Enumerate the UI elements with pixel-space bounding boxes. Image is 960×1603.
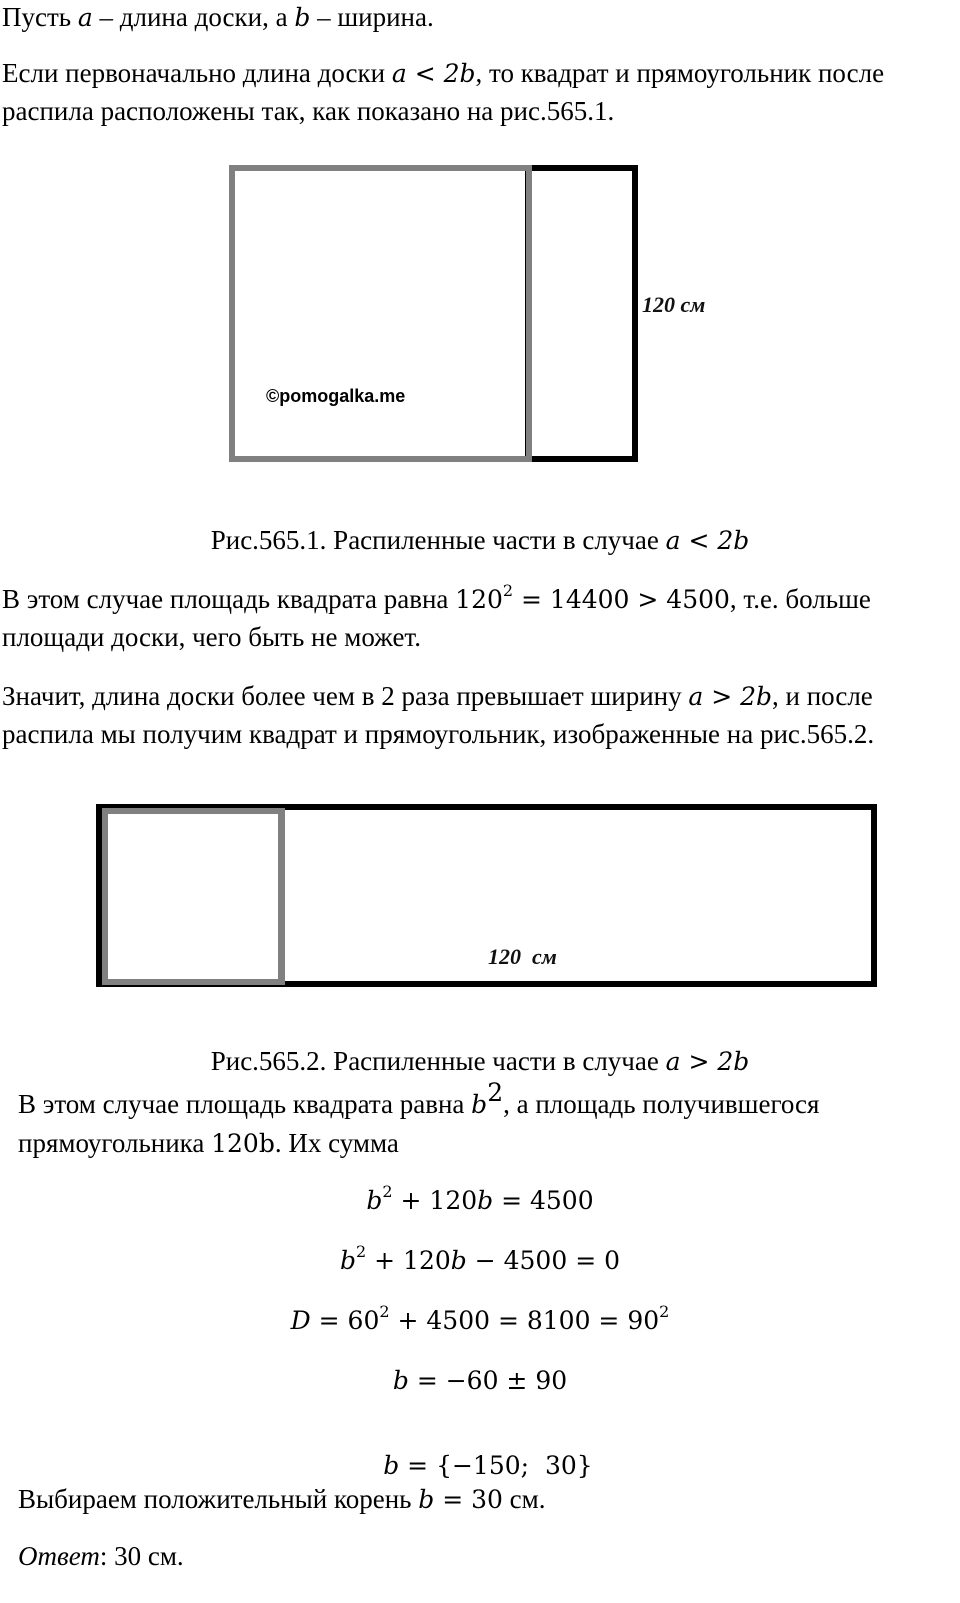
figure-2-caption: [0, 1048, 960, 1075]
text: – ширина.: [310, 2, 434, 32]
math-part: − 4500 = 0: [466, 1246, 620, 1275]
text: В этом случае площадь квадрата равна: [18, 1089, 472, 1119]
text: прямоугольника: [18, 1128, 212, 1158]
var-b: b: [294, 3, 311, 32]
math-part: + 120: [392, 1186, 478, 1215]
math-exponent: 2: [502, 581, 514, 600]
math-rest: = 14400 > 4500: [513, 585, 730, 614]
var-b: b: [340, 1246, 357, 1275]
exponent: 2: [487, 1078, 504, 1107]
paragraph-5-line-1: [18, 1078, 820, 1119]
equation-3: [0, 1302, 960, 1335]
text: , то квадрат и прямоугольник после: [475, 58, 885, 88]
text: Если первоначально длина доски: [2, 58, 392, 88]
equation-1: [0, 1182, 960, 1215]
var-b: b: [383, 1451, 400, 1480]
paragraph-2-line-2: распила расположены так, как показано на рис.565.1.: [2, 96, 615, 126]
exponent: 2: [356, 1242, 367, 1261]
exponent: 2: [382, 1182, 393, 1201]
equation-4: [0, 1368, 960, 1393]
math-part: = {−150; 30}: [399, 1451, 593, 1480]
watermark: ©pomogalka.me: [266, 386, 406, 406]
paragraph-4-line-1: [2, 683, 873, 710]
math-part: = 4500: [493, 1186, 594, 1215]
var-b: b: [471, 1090, 488, 1119]
var-b: b: [450, 1246, 467, 1275]
text: Значит, длина доски более чем в 2 раза превышает ширину: [2, 681, 689, 711]
square: [102, 808, 285, 985]
math-part: = 60: [310, 1306, 380, 1335]
text: . Их сумма: [274, 1128, 399, 1158]
math-expression: [455, 581, 730, 614]
var-a: a: [77, 3, 93, 32]
math-part: = −60 ± 90: [408, 1366, 568, 1395]
math-base: 120: [455, 585, 503, 614]
paragraph-3-line-2: площади доски, чего быть не может.: [2, 622, 421, 652]
paragraph-5-line-2: [18, 1130, 399, 1157]
dimension-label: 120 см: [488, 944, 557, 969]
math-part: + 4500 = 8100 = 90: [389, 1306, 660, 1335]
math-part: = 30: [434, 1485, 503, 1514]
paragraph-3-line-1: [2, 581, 871, 614]
cut-rectangle: [525, 165, 638, 462]
math-part: + 120: [366, 1246, 451, 1275]
caption-inequality: a < 2b: [665, 526, 750, 555]
text: Пусть: [2, 2, 78, 32]
text: – длина доски, а: [92, 2, 295, 32]
intro-line: [2, 4, 434, 31]
math-expression: 120b: [211, 1129, 275, 1158]
var-b: b: [477, 1186, 494, 1215]
square: [229, 165, 532, 462]
equation-2: [0, 1242, 960, 1275]
caption-text: Рис.565.2. Распиленные части в случае: [210, 1046, 666, 1076]
answer-value: : 30 см.: [99, 1541, 184, 1571]
var-d: D: [290, 1306, 311, 1335]
text: , а площадь получившегося: [503, 1089, 820, 1119]
caption-inequality: a > 2b: [665, 1047, 750, 1076]
var-b: b: [392, 1366, 409, 1395]
answer-line: [18, 1543, 184, 1570]
paragraph-2-line-1: [2, 60, 884, 87]
var-b: b: [418, 1485, 435, 1514]
conclusion-line: [18, 1486, 546, 1513]
text: , и после: [772, 681, 873, 711]
caption-text: Рис.565.1. Распиленные части в случае: [210, 525, 666, 555]
exponent: 2: [659, 1302, 670, 1321]
text: см.: [502, 1484, 546, 1514]
inequality: a < 2b: [391, 59, 476, 88]
var-b: b: [366, 1186, 383, 1215]
exponent: 2: [379, 1302, 390, 1321]
paragraph-4-line-2: распила мы получим квадрат и прямоугольник, изображенные на рис.565.2.: [2, 719, 875, 749]
answer-label: Ответ: [18, 1541, 100, 1571]
inequality: a > 2b: [688, 682, 773, 711]
text: , т.е. больше: [729, 584, 871, 614]
dimension-label: 120 см: [642, 292, 706, 317]
figure-1-caption: [0, 527, 960, 554]
text: Выбираем положительный корень: [18, 1484, 419, 1514]
text: В этом случае площадь квадрата равна: [2, 584, 456, 614]
equation-5: [0, 1428, 960, 1478]
